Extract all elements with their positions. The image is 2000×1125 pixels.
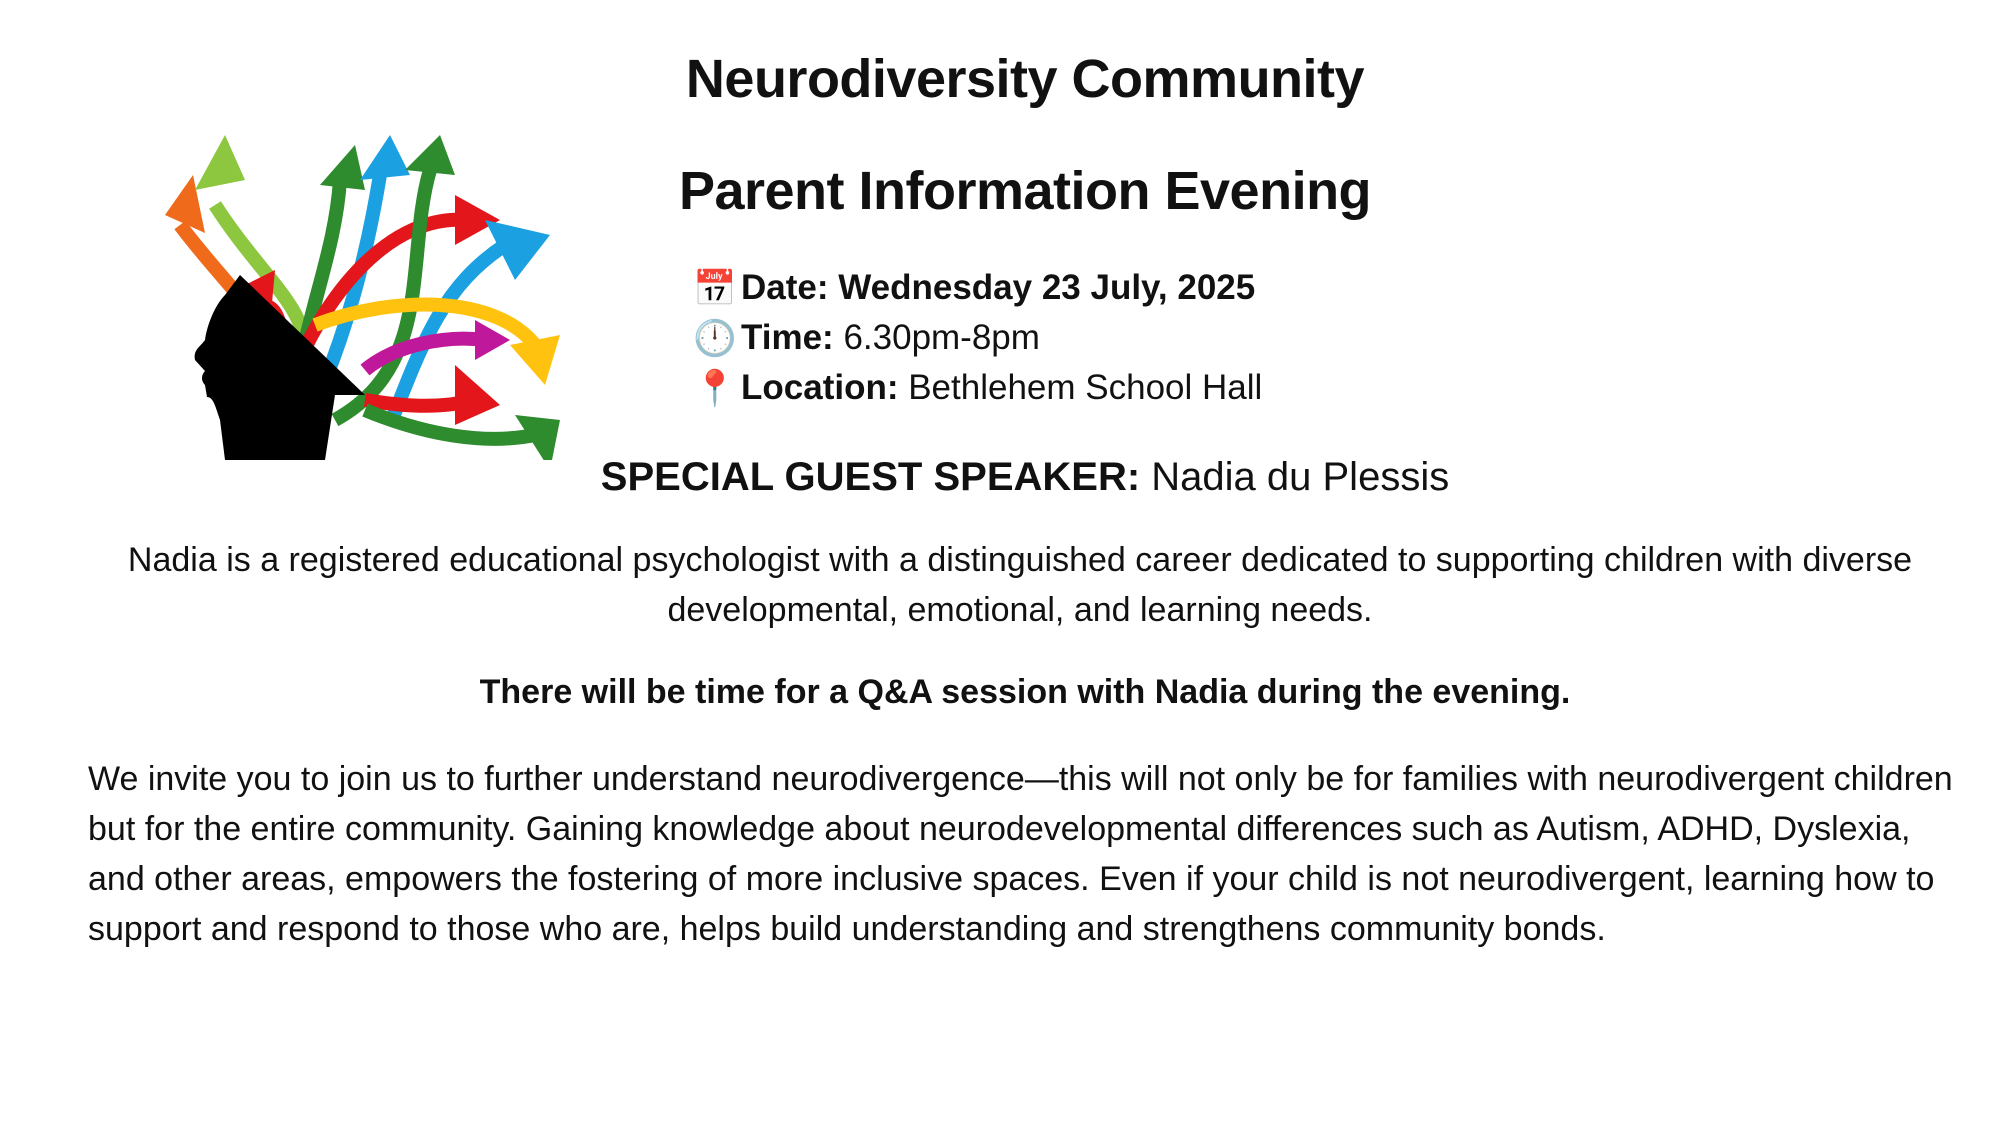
- speaker-name: Nadia du Plessis: [1140, 455, 1450, 499]
- qa-note: There will be time for a Q&A session with Nadia during the evening.: [479, 673, 1571, 711]
- calendar-icon: 📅: [693, 268, 737, 308]
- speaker-label: SPECIAL GUEST SPEAKER:: [600, 455, 1141, 499]
- date-row: [695, 268, 1255, 308]
- time-label: Time:: [741, 318, 834, 357]
- head-with-colorful-arrows-icon: [165, 135, 560, 460]
- invitation-paragraph: We invite you to join us to further understand neurodivergence—this will not only be for families with neurodivergent children but for the entire community. Gaining knowledge about neurodevelopmental differences such as Autism, ADHD, Dyslexia, and other areas, empowers the fostering of more inclusive spaces. Even if your child is not neurodivergent, learning how to support and respond to those who are, helps build understanding and strengthens community bonds.: [88, 760, 1953, 948]
- location-label: Location:: [741, 368, 899, 407]
- location-row: [695, 368, 1262, 408]
- pin-icon: 📍: [693, 368, 737, 408]
- time-value: 6.30pm-8pm: [833, 318, 1040, 357]
- speaker-bio: Nadia is a registered educational psychologist with a distinguished career dedicated to supporting children with diverse developmental, emotional, and learning needs.: [127, 541, 1913, 629]
- time-row: [695, 318, 1040, 358]
- date-label: Date: Wednesday 23 July, 2025: [741, 268, 1256, 307]
- page-title-line1: Neurodiversity Community: [685, 49, 1365, 109]
- speaker-line: [0, 455, 2000, 500]
- page-title-line2: Parent Information Evening: [678, 161, 1372, 221]
- location-value: Bethlehem School Hall: [898, 368, 1263, 407]
- clock-icon: 🕛: [693, 318, 737, 358]
